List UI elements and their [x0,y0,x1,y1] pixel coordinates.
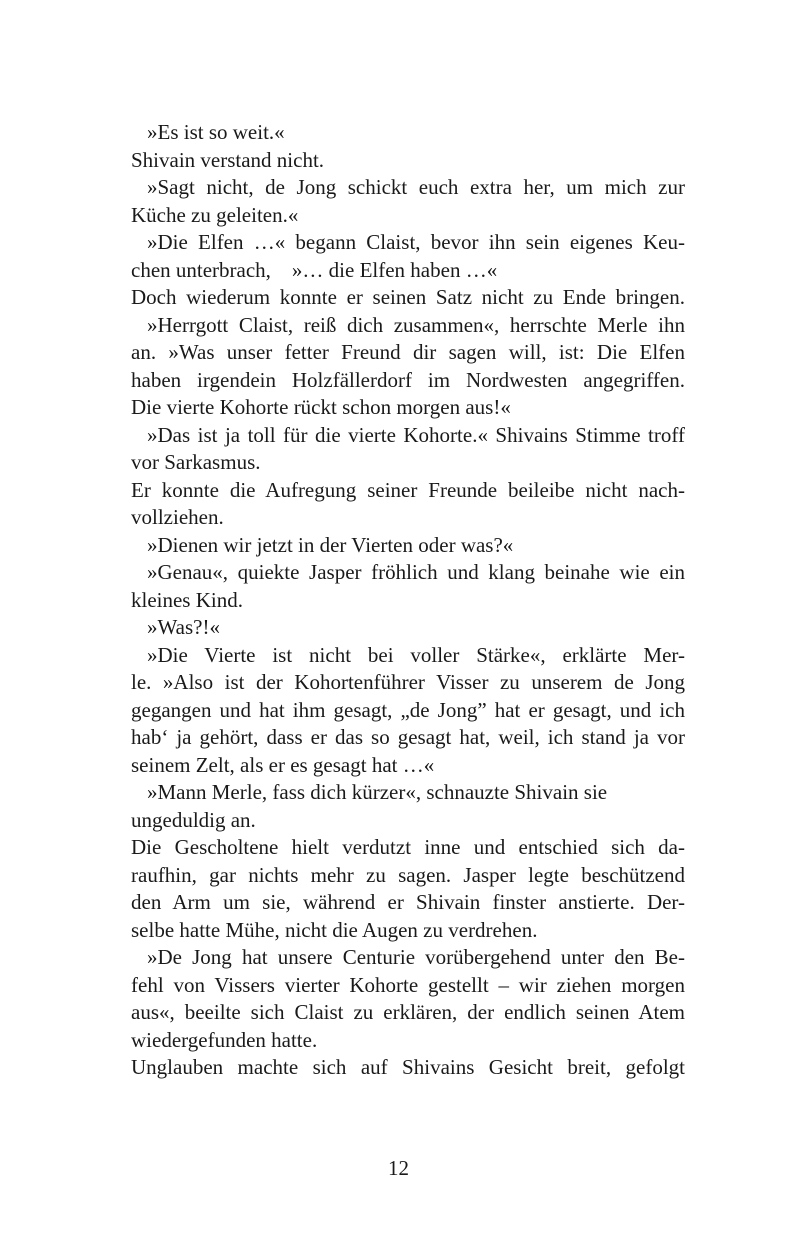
text-line: Doch wiederum konnte er seinen Satz nicht zu Ende bringen. [131,285,685,309]
text-line: chen unterbrach, »… die Elfen haben …« [131,257,498,282]
text-line: fehl von Vissers vierter Kohorte gestellt – wir ziehen morgen [131,972,685,997]
text-line: raufhin, gar nichts mehr zu sagen. Jasper legte beschützend [131,862,685,887]
text-line: den Arm um sie, während er Shivain finster anstierte. Der- [131,890,685,914]
text-line: kleines Kind. [131,587,243,612]
text-line: »Die Elfen …« begann Claist, bevor ihn sein eigenes Keu- [147,230,685,254]
text-line: wiedergefunden hatte. [131,1027,318,1052]
text-line: haben irgendein Holzfällerdorf im Nordwesten angegriffen. [131,367,685,392]
text-line: an. »Was unser fetter Freund dir sagen will, ist: Die Elfen [131,340,685,364]
text-line: »Das ist ja toll für die vierte Kohorte.« Shivains Stimme troff [147,422,685,447]
text-line: »Die Vierte ist nicht bei voller Stärke«, erklärte Mer- [147,642,685,667]
text-line: »Dienen wir jetzt in der Vierten oder was?« [147,532,514,557]
text-line: »Genau«, quiekte Jasper fröhlich und klang beinahe wie ein [147,560,685,584]
text-line: vollziehen. [131,505,224,529]
text-line: seinem Zelt, als er es gesagt hat …« [131,752,435,777]
text-line: gegangen und hat ihm gesagt, „de Jong” hat er gesagt, und ich [131,697,685,722]
text-line: vor Sarkasmus. [131,450,261,474]
text-line: Die vierte Kohorte rückt schon morgen aus!« [131,395,511,419]
text-line: selbe hatte Mühe, nicht die Augen zu verdrehen. [131,917,538,942]
text-line: »Es ist so weit.« [147,120,285,144]
text-line: le. »Also ist der Kohortenführer Visser zu unserem de Jong [131,670,685,694]
text-line: Er konnte die Aufregung seiner Freunde beileibe nicht nach- [131,477,685,502]
text-line: »Mann Merle, fass dich kürzer«, schnauzte Shivain sie [147,780,608,804]
text-line: Die Gescholtene hielt verdutzt inne und entschied sich da- [131,835,685,859]
text-line: »Herrgott Claist, reiß dich zusammen«, herrschte Merle ihn [147,312,685,337]
text-line: aus«, beeilte sich Claist zu erklären, der endlich seinen Atem [131,1000,685,1024]
text-line: »Sagt nicht, de Jong schickt euch extra her, um mich zur [147,175,685,199]
text-line: Shivain verstand nicht. [131,147,325,172]
text-line: Unglauben machte sich auf Shivains Gesicht breit, gefolgt [131,1055,685,1079]
text-line: »De Jong hat unsere Centurie vorübergehend unter den Be- [147,945,685,969]
body-text [131,119,685,1082]
page-number: 12 [388,1156,409,1180]
text-line: hab‘ ja gehört, dass er das so gesagt hat, weil, ich stand ja vor [131,725,685,749]
text-line: ungeduldig an. [131,807,256,832]
text-line: »Was?!« [147,615,220,639]
text-line: Küche zu geleiten.« [131,202,299,227]
